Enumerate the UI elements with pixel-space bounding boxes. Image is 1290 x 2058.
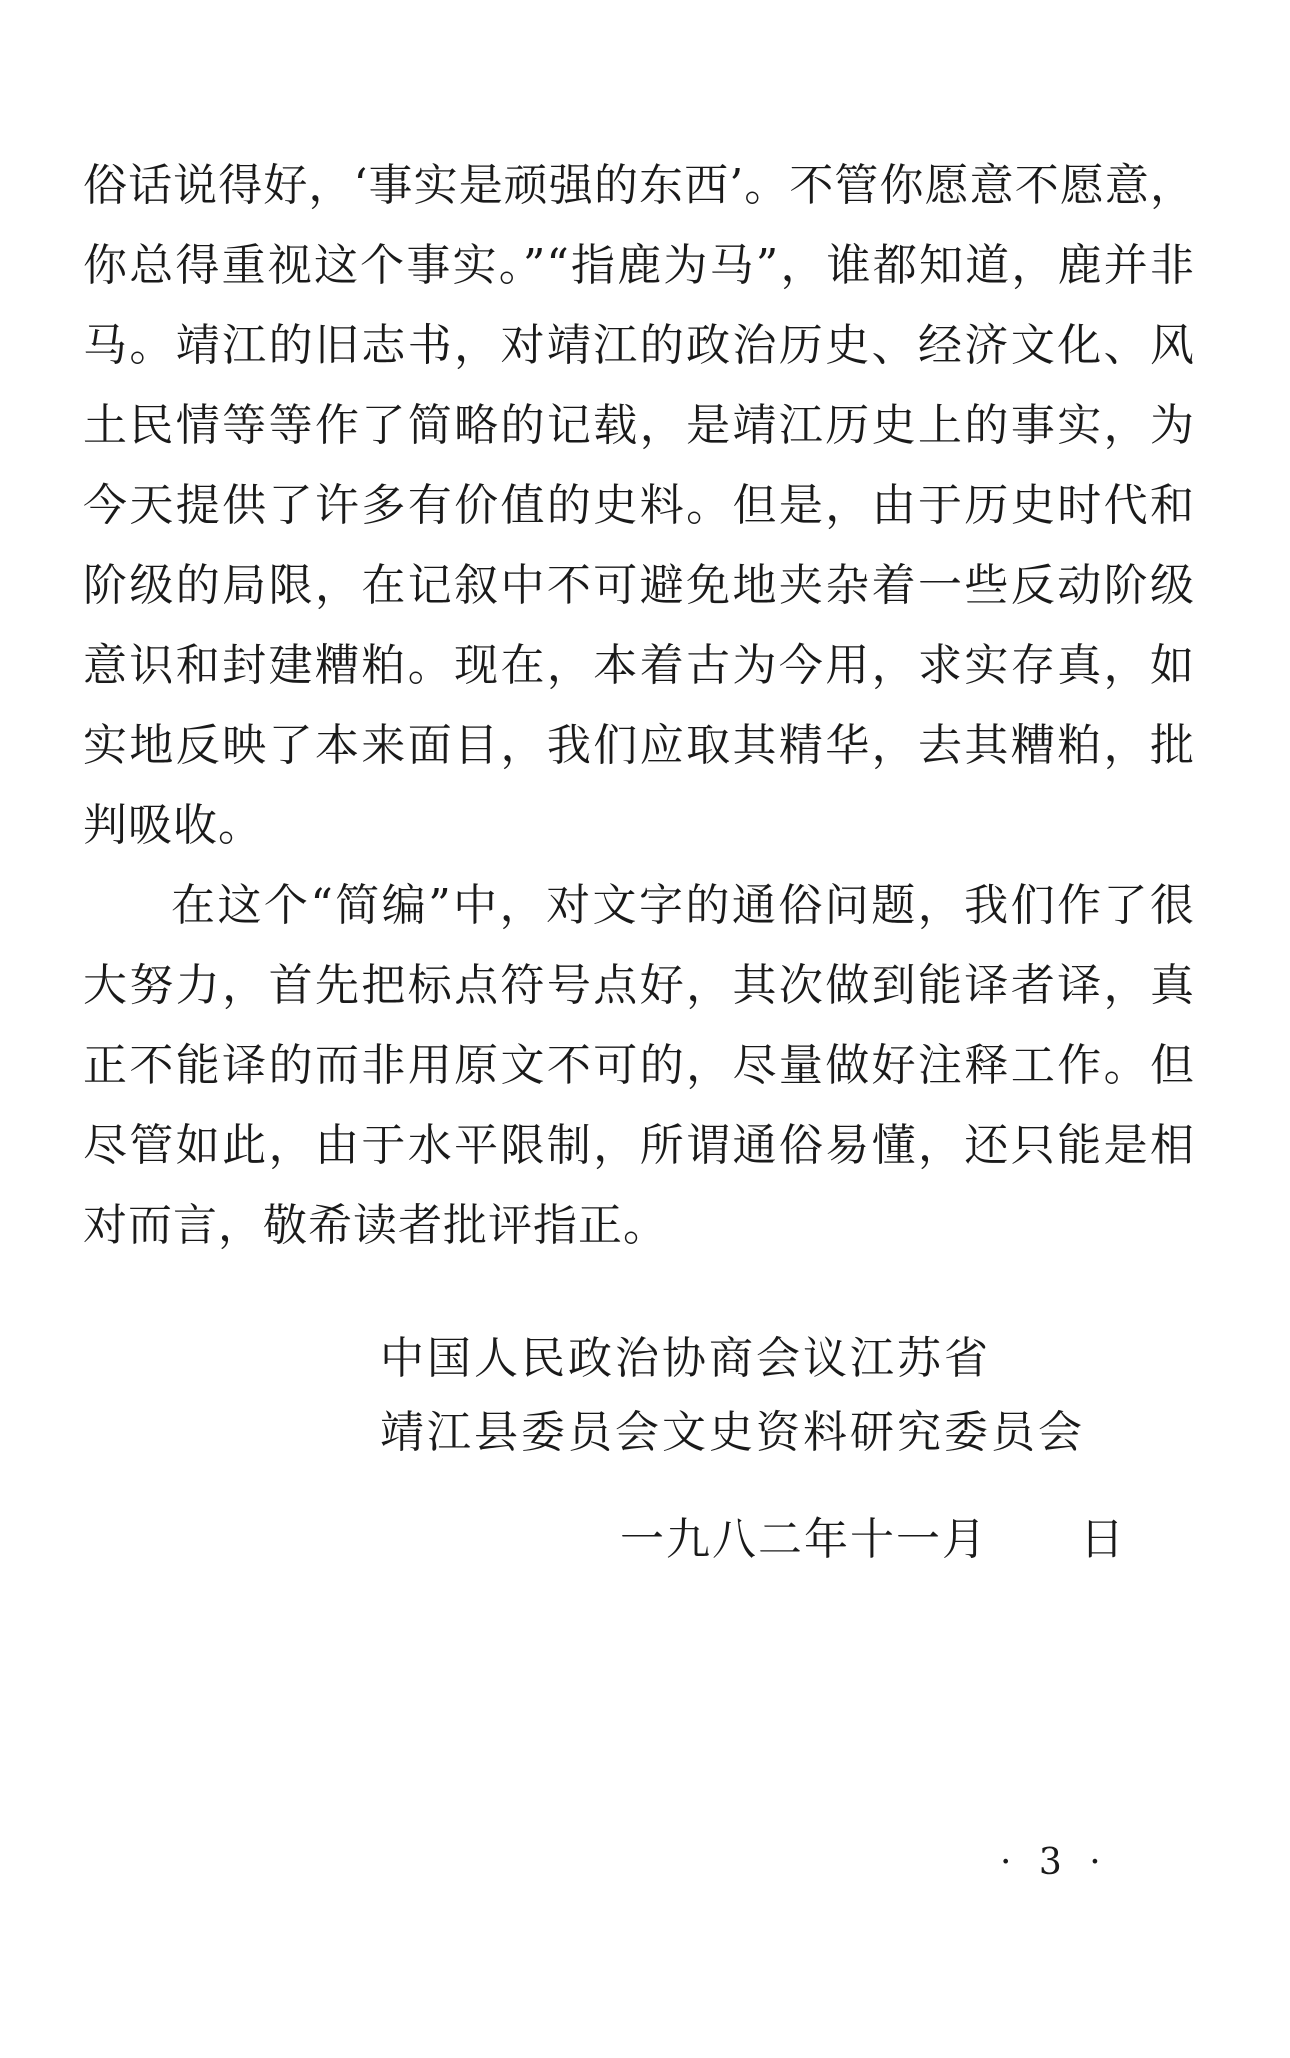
paragraph-2: 在这个“简编”中，对文字的通俗问题，我们作了很大努力，首先把标点符号点好，其次做到能译者译，真正不能译的而非用原文不可的，尽量做好注释工作。但尽管如此，由于水平限制，所谓通俗易懂，还只能是相对而言，敬希读者批评指正。 xyxy=(83,880,1195,1251)
signature-line-1: 中国人民政治协商会议江苏省 xyxy=(380,1333,991,1384)
paragraph-1: 俗话说得好，‘事实是顽强的东西’。不管你愿意不愿意，你总得重视这个事实。”“指鹿为马”，谁都知道，鹿并非马。靖江的旧志书，对靖江的政治历史、经济文化、风土民情等等作了简略的记载，是靖江历史上的事实，为今天提供了许多有价值的史料。但是，由于历史时代和阶级的局限，在记叙中不可避免地夹杂着一些反动阶级意识和封建糟粕。现在，本着古为今用，求实存真，如实地反映了本来面目，我们应取其精华，去其糟粕，批判吸收。 xyxy=(83,160,1195,851)
body-text xyxy=(83,146,1195,1266)
page-number: · 3 · xyxy=(1000,1842,1109,1883)
signature-block xyxy=(380,1322,1200,1470)
signature-line-2: 靖江县委员会文史资料研究委员会 xyxy=(380,1407,1085,1458)
date-line: 一九八二年十一月 日 xyxy=(620,1514,1126,1565)
